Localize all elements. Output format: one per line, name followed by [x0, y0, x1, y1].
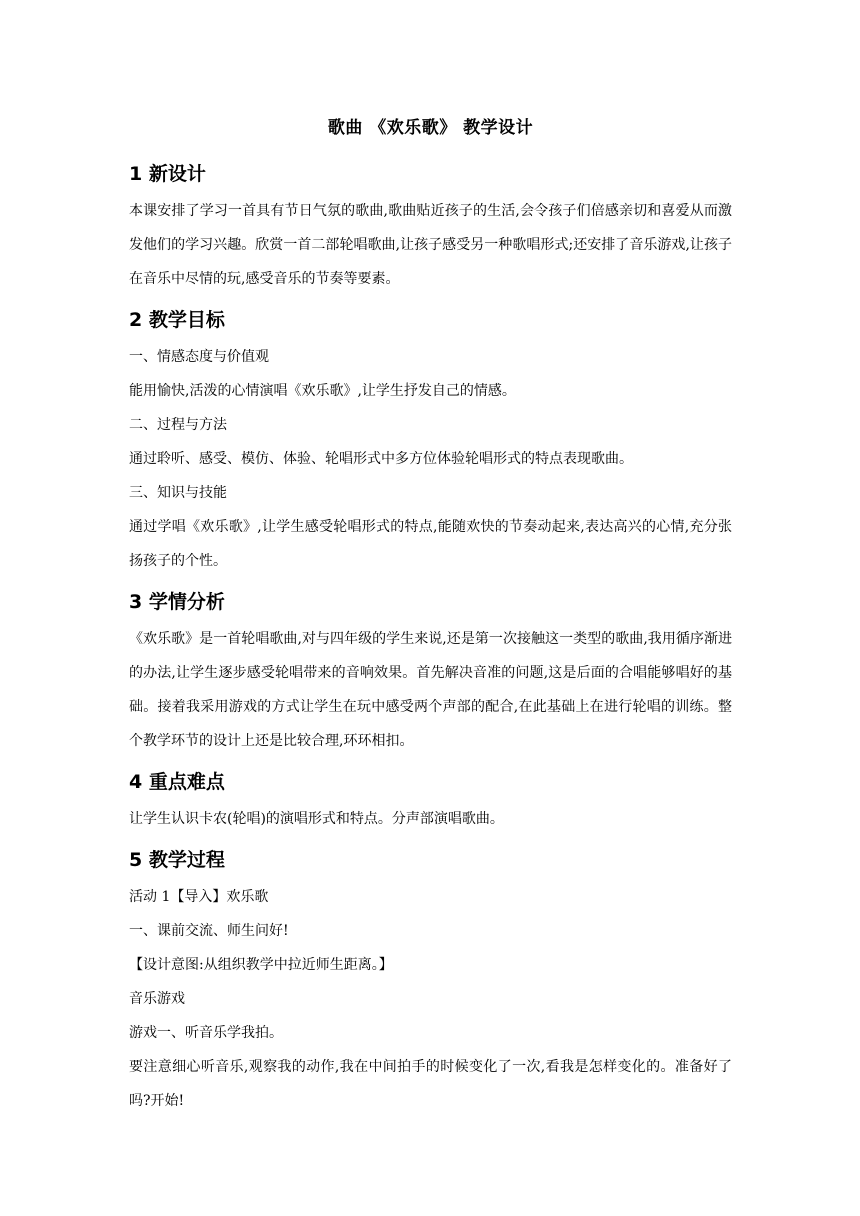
paragraph: 三、知识与技能: [129, 485, 227, 501]
paragraph: 本课安排了学习一首具有节日气氛的歌曲,歌曲贴近孩子的生活,会令孩子们倍感亲切和喜爱从而激发他们的学习兴趣。欣赏一首二部轮唱歌曲,让孩子感受另一种歌唱形式;还安排了音乐游戏,让孩子在音乐中尽情的玩,感受音乐的节奏等要素。: [129, 203, 732, 287]
paragraph: 【设计意图:从组织教学中拉近师生距离。】: [129, 957, 393, 973]
section-heading: 4 重点难点: [129, 771, 225, 793]
paragraph: 一、课前交流、师生问好!: [129, 923, 289, 939]
page-title: 歌曲 《欢乐歌》 教学设计: [327, 118, 534, 138]
paragraph: 活动 1【导入】欢乐歌: [129, 889, 269, 905]
paragraph: 游戏一、听音乐学我拍。: [129, 1025, 283, 1041]
section-key-points: [129, 768, 732, 836]
section-new-design: [129, 160, 732, 296]
section-teaching-process: [129, 846, 732, 1118]
paragraph: 一、情感态度与价值观: [129, 349, 269, 365]
section-student-analysis: [129, 588, 732, 758]
paragraph: 二、过程与方法: [129, 417, 227, 433]
paragraph: 通过学唱《欢乐歌》,让学生感受轮唱形式的特点,能随欢快的节奏动起来,表达高兴的心情,充分张扬孩子的个性。: [129, 519, 732, 569]
section-heading: 1 新设计: [129, 163, 206, 185]
paragraph: 通过聆听、感受、模仿、体验、轮唱形式中多方位体验轮唱形式的特点表现歌曲。: [129, 451, 633, 467]
paragraph: 让学生认识卡农(轮唱)的演唱形式和特点。分声部演唱歌曲。: [129, 811, 504, 827]
section-teaching-goals: [129, 306, 732, 578]
paragraph: 要注意细心听音乐,观察我的动作,我在中间拍手的时候变化了一次,看我是怎样变化的。准备好了吗?开始!: [129, 1059, 732, 1109]
section-heading: 3 学情分析: [129, 591, 225, 613]
paragraph: 能用愉快,活泼的心情演唱《欢乐歌》,让学生抒发自己的情感。: [129, 383, 516, 399]
section-heading: 5 教学过程: [129, 849, 225, 871]
paragraph: 音乐游戏: [129, 991, 185, 1007]
document-page: [129, 116, 732, 1118]
paragraph: 《欢乐歌》是一首轮唱歌曲,对与四年级的学生来说,还是第一次接触这一类型的歌曲,我用循序渐进的办法,让学生逐步感受轮唱带来的音响效果。首先解决音准的问题,这是后面的合唱能够唱好的基础。接着我采用游戏的方式让学生在玩中感受两个声部的配合,在此基础上在进行轮唱的训练。整个教学环节的设计上还是比较合理,环环相扣。: [129, 631, 732, 749]
section-heading: 2 教学目标: [129, 309, 225, 331]
